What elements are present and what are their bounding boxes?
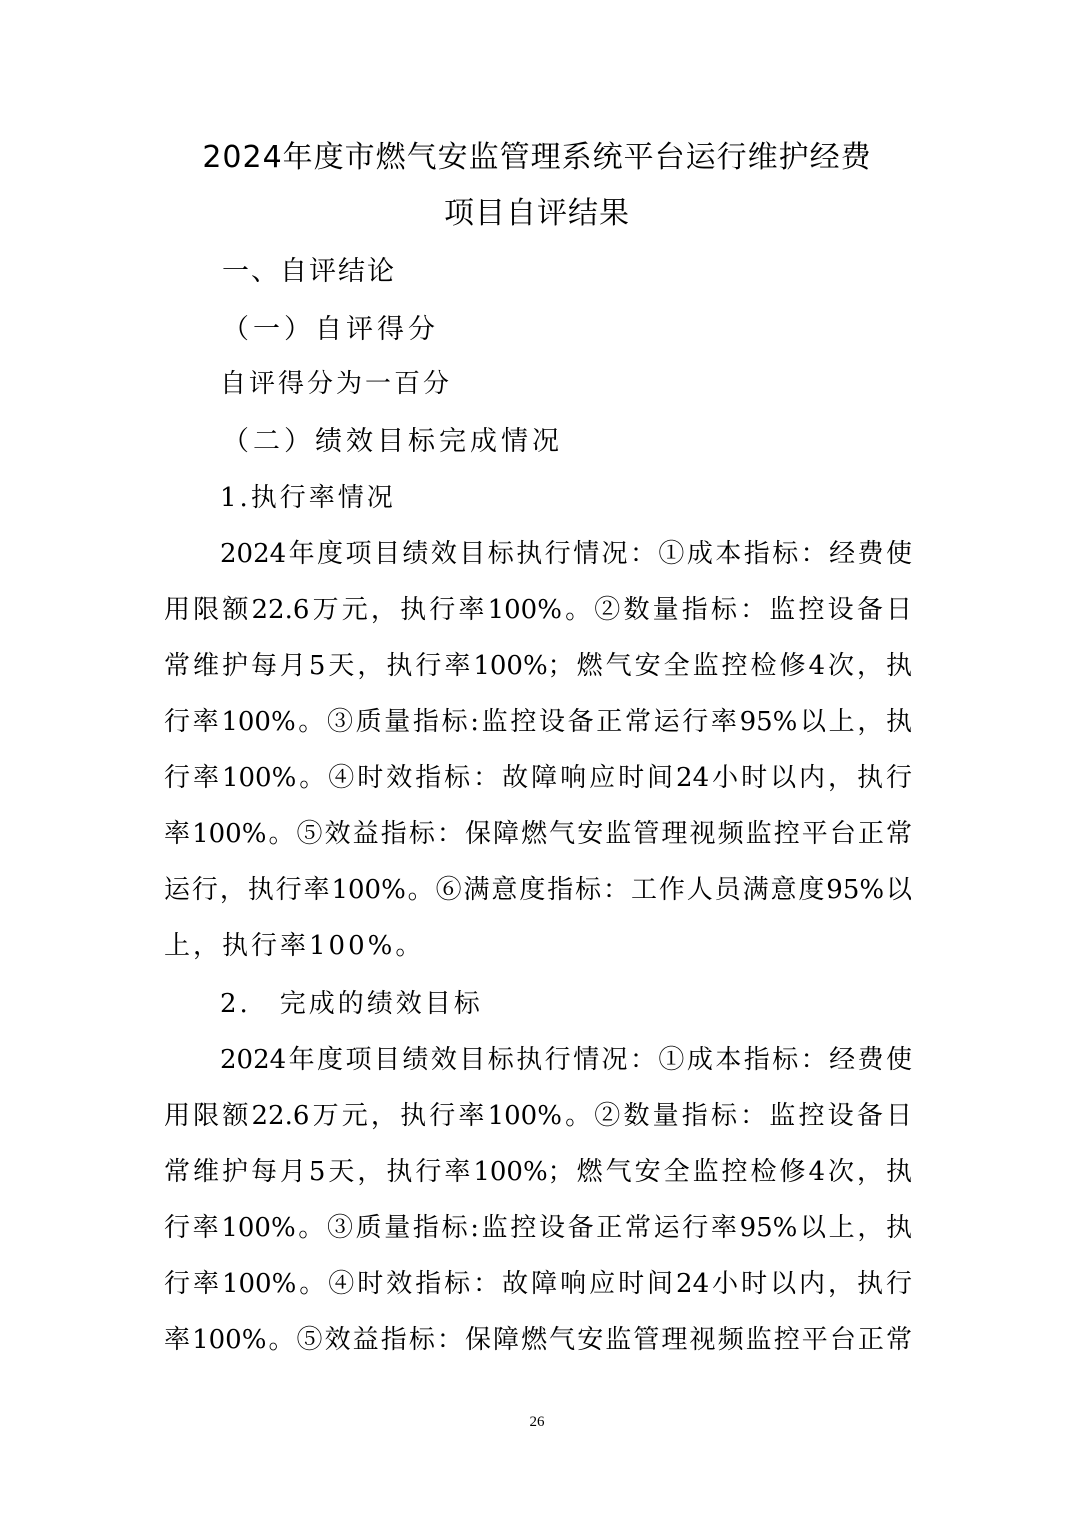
paragraph-line: 2024年度项目绩效目标执行情况：①成本指标：经费使 <box>220 539 912 569</box>
item-heading-completed-goals: 2. 完成的绩效目标 <box>220 989 483 1019</box>
document-title-line-1: 2024年度市燃气安监管理系统平台运行维护经费 <box>202 140 872 175</box>
page-number: 26 <box>529 1414 545 1430</box>
paragraph-line: 行率100%。③质量指标:监控设备正常运行率95%以上，执 <box>164 707 912 737</box>
score-text: 自评得分为一百分 <box>220 369 453 399</box>
document-title-line-2: 项目自评结果 <box>444 196 630 231</box>
paragraph-line: 运行，执行率100%。⑥满意度指标：工作人员满意度95%以 <box>164 875 912 905</box>
paragraph-line: 行率100%。③质量指标:监控设备正常运行率95%以上，执 <box>164 1213 912 1243</box>
paragraph-line: 率100%。⑤效益指标：保障燃气安监管理视频监控平台正常 <box>164 819 912 849</box>
paragraph-line: 常维护每月5天，执行率100%；燃气安全监控检修4次，执 <box>164 1157 912 1187</box>
subsection-heading-score: （一）自评得分 <box>222 314 439 345</box>
section-heading-conclusion: 一、自评结论 <box>222 256 396 287</box>
paragraph-line: 2024年度项目绩效目标执行情况：①成本指标：经费使 <box>220 1045 912 1075</box>
paragraph-line: 率100%。⑤效益指标：保障燃气安监管理视频监控平台正常 <box>164 1325 912 1355</box>
paragraph-line: 常维护每月5天，执行率100%；燃气安全监控检修4次，执 <box>164 651 912 681</box>
paragraph-line: 行率100%。④时效指标：故障响应时间24小时以内，执行 <box>164 1269 912 1299</box>
paragraph-line: 上，执行率100%。 <box>164 931 425 961</box>
item-heading-execution-rate: 1.执行率情况 <box>220 483 396 513</box>
paragraph-line: 用限额22.6万元，执行率100%。②数量指标：监控设备日 <box>164 595 912 625</box>
subsection-heading-goals: （二）绩效目标完成情况 <box>222 426 563 457</box>
paragraph-line: 行率100%。④时效指标：故障响应时间24小时以内，执行 <box>164 763 912 793</box>
paragraph-line: 用限额22.6万元，执行率100%。②数量指标：监控设备日 <box>164 1101 912 1131</box>
